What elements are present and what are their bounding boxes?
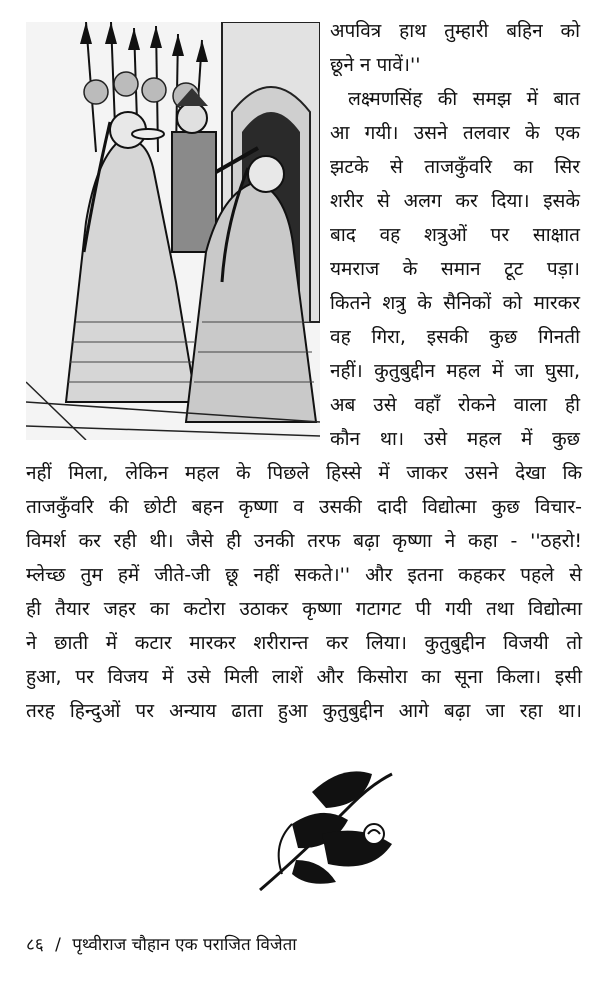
text-line: छूने न पावें।'' xyxy=(330,54,421,76)
text-line: नहीं मिला, लेकिन महल के पिछले हिस्से में जाकर उसने देखा कि xyxy=(26,462,582,484)
text-line: वह गिरा, इसकी कुछ गिनती xyxy=(330,326,580,348)
text-line: शरीर से अलग कर दिया। इसके xyxy=(330,190,580,212)
text-line: ने छाती में कटार मारकर शरीरान्त कर लिया। कुतुबुद्दीन विजयी तो xyxy=(26,632,582,654)
text-line: कौन था। उसे महल में कुछ xyxy=(330,428,580,450)
page-footer xyxy=(26,932,297,955)
right-column-text xyxy=(330,14,580,456)
text-line: बाद वह शत्रुओं पर साक्षात xyxy=(330,224,580,246)
text-line: हुआ, पर विजय में उसे मिली लाशें और किसोरा का सूना किला। इसी xyxy=(26,666,582,688)
text-line: अब उसे वहाँ रोकने वाला ही xyxy=(330,394,580,416)
text-line: लक्ष्मणसिंह की समझ में बात xyxy=(348,88,580,110)
historical-scene-illustration xyxy=(26,22,320,440)
text-line: यमराज के समान टूट पड़ा। xyxy=(330,258,580,280)
text-line: कितने शत्रु के सैनिकों को मारकर xyxy=(330,292,580,314)
text-line: नहीं। कुतुबुद्दीन महल में जा घुसा, xyxy=(330,360,580,382)
text-line: ताजकुँवरि की छोटी बहन कृष्णा व उसकी दादी विद्योत्मा कुछ विचार- xyxy=(26,496,582,518)
text-line: तरह हिन्दुओं पर अन्याय ढाता हुआ कुतुबुद्दीन आगे बढ़ा जा रहा था। xyxy=(26,700,582,722)
full-width-text xyxy=(26,456,582,728)
text-line: आ गयी। उसने तलवार के एक xyxy=(330,122,580,144)
text-line: झटके से ताजकुँवरि का सिर xyxy=(330,156,580,178)
book-title: पृथ्वीराज चौहान एक पराजित विजेता xyxy=(72,935,297,955)
footer-separator: / xyxy=(55,935,61,955)
text-line: अपवित्र हाथ तुम्हारी बहिन को xyxy=(330,20,580,42)
text-line: विमर्श कर रही थी। जैसे ही उनकी तरफ बढ़ा कृष्णा ने कहा - ''ठहरो! xyxy=(26,530,582,552)
leaf-branch-ornament-icon xyxy=(252,764,404,896)
page-number: ८६ xyxy=(26,935,44,955)
text-line: ही तैयार जहर का कटोरा उठाकर कृष्णा गटागट पी गयी तथा विद्योत्मा xyxy=(26,598,582,620)
text-line: म्लेच्छ तुम हमें जीते-जी छू नहीं सकते।'' और इतना कहकर पहले से xyxy=(26,564,582,586)
